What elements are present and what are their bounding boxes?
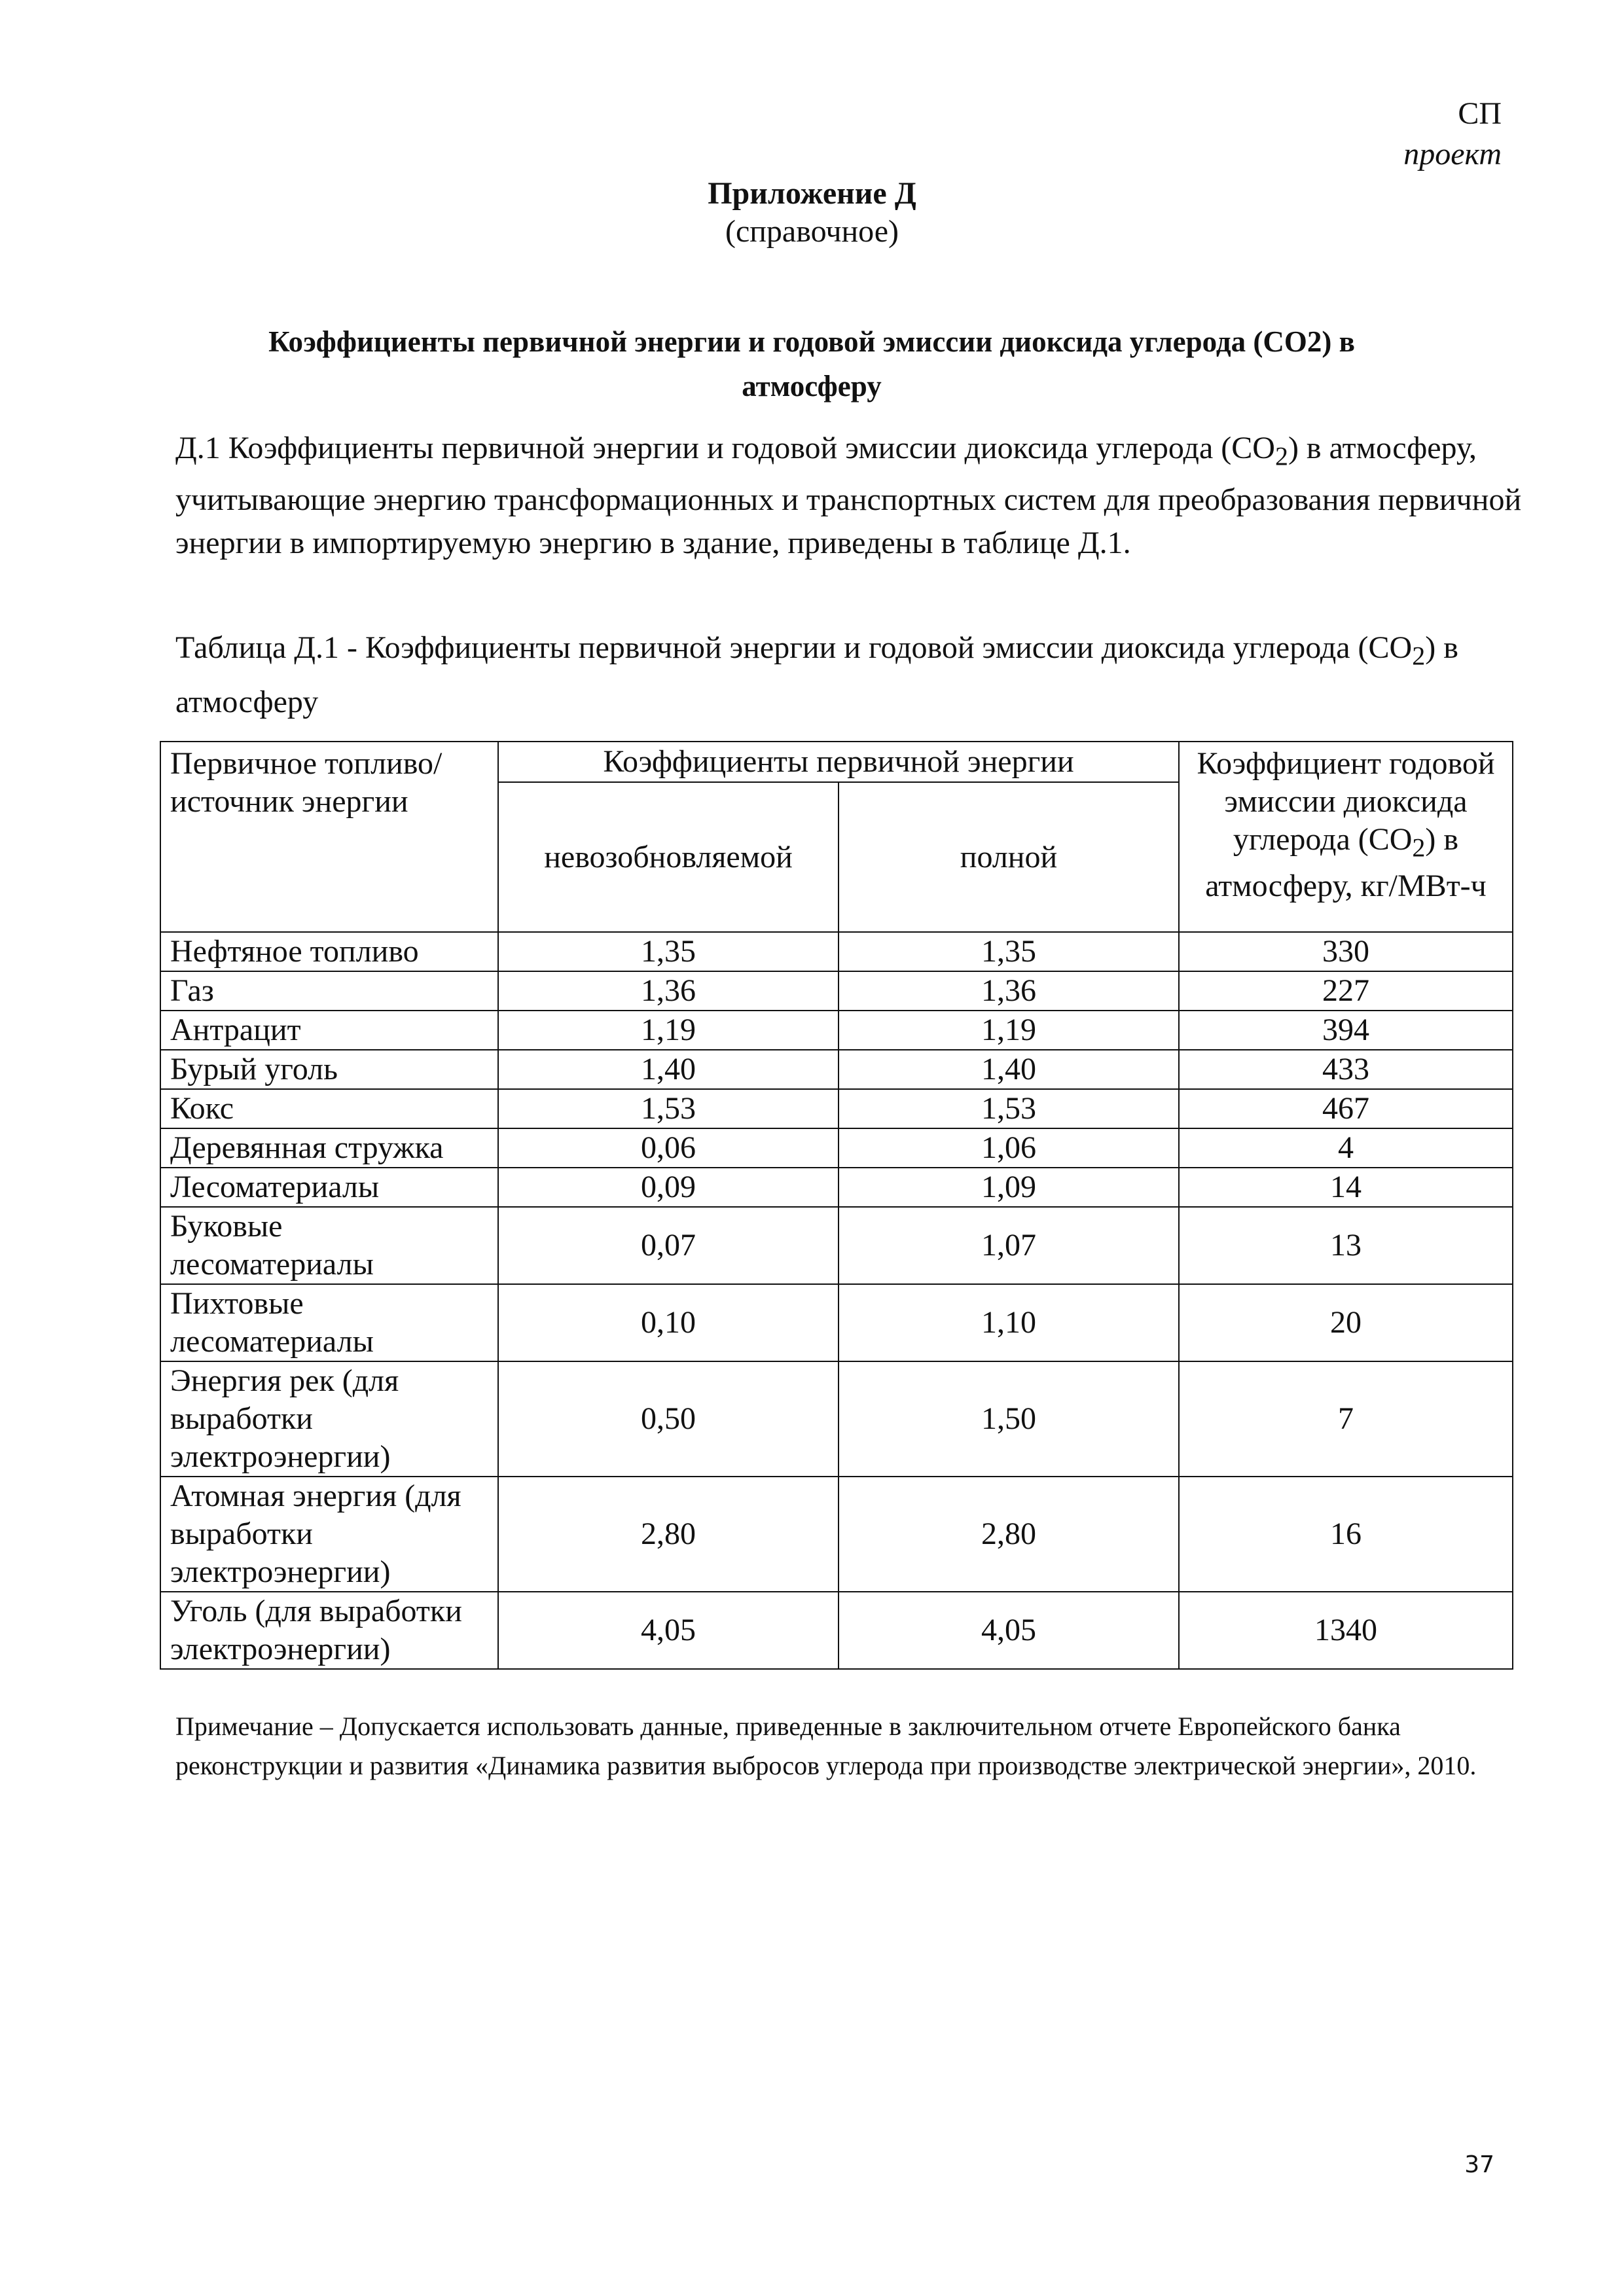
header-primary-energy: Коэффициенты первичной энергии: [498, 742, 1179, 782]
cell-fuel-name: Нефтяное топливо: [160, 932, 498, 971]
table-row: [160, 1128, 1513, 1168]
document-status: проект: [1403, 137, 1502, 171]
cell-fuel-name: Бурый уголь: [160, 1050, 498, 1089]
cell-nonrenewable: 1,35: [498, 932, 839, 971]
intro-text-end: ) в атмосферу, учитывающие энергию трансформационных и транспортных систем для преобразования первичной энергии в импортируемую энергию в здание, приведены в таблице Д.1.: [175, 431, 1522, 560]
table-header: [160, 742, 1513, 932]
cell-co2: 330: [1179, 932, 1513, 971]
cell-fuel-name: Уголь (для выработки электроэнергии): [160, 1592, 498, 1669]
table-row: [160, 1011, 1513, 1050]
cell-nonrenewable: 1,40: [498, 1050, 839, 1089]
cell-co2: 7: [1179, 1361, 1513, 1477]
table-row: [160, 1477, 1513, 1592]
cell-fuel-name: Газ: [160, 971, 498, 1011]
table-body: [160, 932, 1513, 1669]
caption-subscript: 2: [1412, 641, 1426, 671]
cell-total: 4,05: [839, 1592, 1179, 1669]
cell-total: 1,40: [839, 1050, 1179, 1089]
table-row: [160, 1207, 1513, 1284]
cell-co2: 14: [1179, 1168, 1513, 1207]
table-row: [160, 1168, 1513, 1207]
table-row: [160, 1361, 1513, 1477]
page-number: 37: [1464, 2151, 1494, 2178]
cell-fuel-name: Антрацит: [160, 1011, 498, 1050]
header-co2-subscript: 2: [1412, 833, 1426, 863]
cell-nonrenewable: 2,80: [498, 1477, 839, 1592]
table-row: [160, 1050, 1513, 1089]
intro-text-start: Д.1 Коэффициенты первичной энергии и годовой эмиссии диоксида углерода (СО: [175, 431, 1275, 465]
cell-total: 1,10: [839, 1284, 1179, 1361]
cell-total: 1,07: [839, 1207, 1179, 1284]
cell-nonrenewable: 0,10: [498, 1284, 839, 1361]
cell-fuel-name: Кокс: [160, 1089, 498, 1128]
cell-fuel-name: Энергия рек (для выработки электроэнергии): [160, 1361, 498, 1477]
table-row: [160, 1089, 1513, 1128]
table-row: [160, 1284, 1513, 1361]
intro-subscript: 2: [1274, 441, 1288, 471]
cell-co2: 13: [1179, 1207, 1513, 1284]
appendix-title: Приложение Д: [708, 176, 916, 211]
cell-total: 1,06: [839, 1128, 1179, 1168]
cell-co2: 227: [1179, 971, 1513, 1011]
cell-total: 1,50: [839, 1361, 1179, 1477]
section-title: Коэффициенты первичной энергии и годовой эмиссии диоксида углерода (СО2) в атмосферу: [268, 325, 1355, 403]
cell-fuel-name: Пихтовые лесоматериалы: [160, 1284, 498, 1361]
cell-co2: 433: [1179, 1050, 1513, 1089]
table-row: [160, 1592, 1513, 1669]
cell-nonrenewable: 0,06: [498, 1128, 839, 1168]
cell-fuel-name: Лесоматериалы: [160, 1168, 498, 1207]
cell-nonrenewable: 4,05: [498, 1592, 839, 1669]
appendix-subtitle: (справочное): [725, 214, 899, 249]
cell-co2: 467: [1179, 1089, 1513, 1128]
cell-total: 2,80: [839, 1477, 1179, 1592]
cell-co2: 20: [1179, 1284, 1513, 1361]
table-caption: [175, 625, 1524, 725]
cell-co2: 4: [1179, 1128, 1513, 1168]
cell-co2: 1340: [1179, 1592, 1513, 1669]
cell-fuel-name: Атомная энергия (для выработки электроэнергии): [160, 1477, 498, 1592]
table-row: [160, 932, 1513, 971]
header-co2: [1179, 742, 1513, 932]
cell-nonrenewable: 0,09: [498, 1168, 839, 1207]
header-fuel: Первичное топливо/ источник энергии: [160, 742, 498, 932]
header-co2-end: ) в атмосферу, кг/МВт-ч: [1205, 822, 1487, 903]
cell-fuel-name: Буковые лесоматериалы: [160, 1207, 498, 1284]
cell-nonrenewable: 0,50: [498, 1361, 839, 1477]
cell-fuel-name: Деревянная стружка: [160, 1128, 498, 1168]
cell-total: 1,09: [839, 1168, 1179, 1207]
cell-nonrenewable: 0,07: [498, 1207, 839, 1284]
cell-total: 1,53: [839, 1089, 1179, 1128]
document-code: СП: [1458, 96, 1502, 131]
cell-co2: 16: [1179, 1477, 1513, 1592]
cell-total: 1,35: [839, 932, 1179, 971]
intro-paragraph: [175, 427, 1524, 565]
cell-nonrenewable: 1,53: [498, 1089, 839, 1128]
coefficients-table: [160, 741, 1513, 1670]
header-total: полной: [839, 782, 1179, 932]
cell-nonrenewable: 1,36: [498, 971, 839, 1011]
cell-total: 1,36: [839, 971, 1179, 1011]
header-nonrenewable: невозобновляемой: [498, 782, 839, 932]
header-co2-start: Коэффициент годовой эмиссии диоксида углерода (СО: [1197, 746, 1495, 857]
caption-text-end: ) в атмосферу: [175, 630, 1458, 719]
cell-nonrenewable: 1,19: [498, 1011, 839, 1050]
cell-total: 1,19: [839, 1011, 1179, 1050]
caption-text-start: Таблица Д.1 - Коэффициенты первичной энергии и годовой эмиссии диоксида углерода (СО: [175, 630, 1413, 665]
cell-co2: 394: [1179, 1011, 1513, 1050]
table-note: Примечание – Допускается использовать данные, приведенные в заключительном отчете Европейского банка реконструкции и развития «Динамика развития выбросов углерода при производстве электрической энергии», 2010.: [175, 1712, 1477, 1780]
table-row: [160, 971, 1513, 1011]
